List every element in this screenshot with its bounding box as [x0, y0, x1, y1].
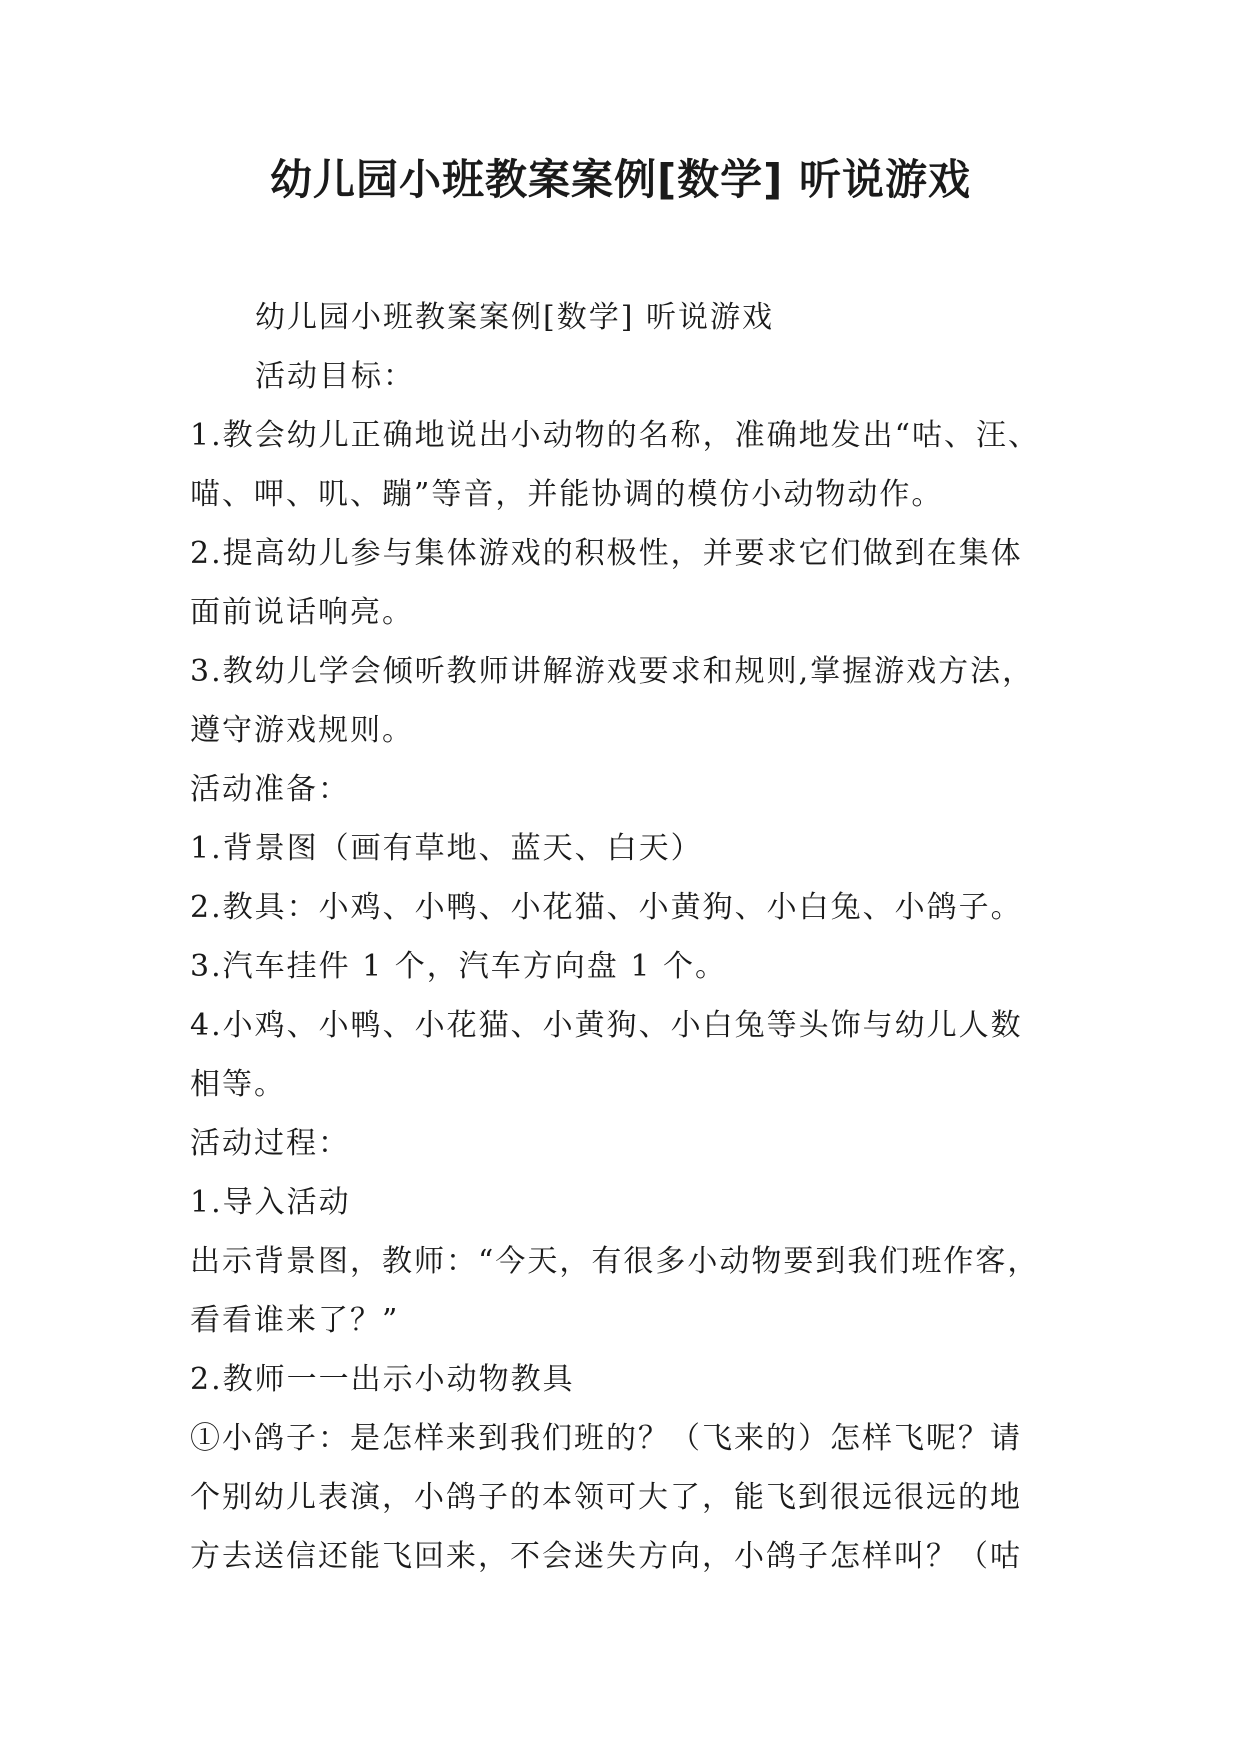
- paragraph-line: 2.提高幼儿参与集体游戏的积极性，并要求它们做到在集体: [190, 536, 1023, 571]
- paragraph-line: 1.导入活动: [190, 1185, 351, 1220]
- paragraph-line: 出示背景图，教师：“今天，有很多小动物要到我们班作客，: [190, 1244, 1040, 1279]
- paragraph-line: 3.汽车挂件 1 个，汽车方向盘 1 个。: [190, 949, 727, 984]
- paragraph-line: 3.教幼儿学会倾听教师讲解游戏要求和规则,掌握游戏方法，: [190, 654, 1035, 689]
- paragraph-line: 喵、呷、叽、蹦”等音，并能协调的模仿小动物动作。: [190, 477, 944, 512]
- paragraph-line: 相等。: [190, 1067, 286, 1102]
- paragraph-line: 2.教师一一出示小动物教具: [190, 1362, 575, 1397]
- paragraph-line: 看看谁来了？”: [190, 1303, 400, 1338]
- document-body: [190, 288, 1070, 1586]
- paragraph-line: 方去送信还能飞回来，不会迷失方向，小鸽子怎样叫？（咕: [190, 1539, 1022, 1574]
- section-heading-preparation: 活动准备：: [190, 772, 350, 807]
- document-title: 幼儿园小班教案案例[数学] 听说游戏: [269, 155, 971, 204]
- paragraph-line: 4.小鸡、小鸭、小花猫、小黄狗、小白兔等头饰与幼儿人数: [190, 1008, 1023, 1043]
- paragraph-line: 2.教具：小鸡、小鸭、小花猫、小黄狗、小白兔、小鸽子。: [190, 890, 1023, 925]
- paragraph-line: 1.背景图（画有草地、蓝天、白天）: [190, 831, 703, 866]
- section-heading-goals: 活动目标：: [255, 359, 415, 394]
- paragraph-line: ①小鸽子：是怎样来到我们班的？（飞来的）怎样飞呢？请: [190, 1421, 1022, 1456]
- paragraph-line: 个别幼儿表演，小鸽子的本领可大了，能飞到很远很远的地: [190, 1480, 1022, 1515]
- paragraph-line: 遵守游戏规则。: [190, 713, 414, 748]
- paragraph-line: 幼儿园小班教案案例[数学] 听说游戏: [255, 300, 774, 335]
- paragraph-line: 1.教会幼儿正确地说出小动物的名称，准确地发出“咕、汪、: [190, 418, 1040, 453]
- section-heading-process: 活动过程：: [190, 1126, 350, 1161]
- paragraph-line: 面前说话响亮。: [190, 595, 414, 630]
